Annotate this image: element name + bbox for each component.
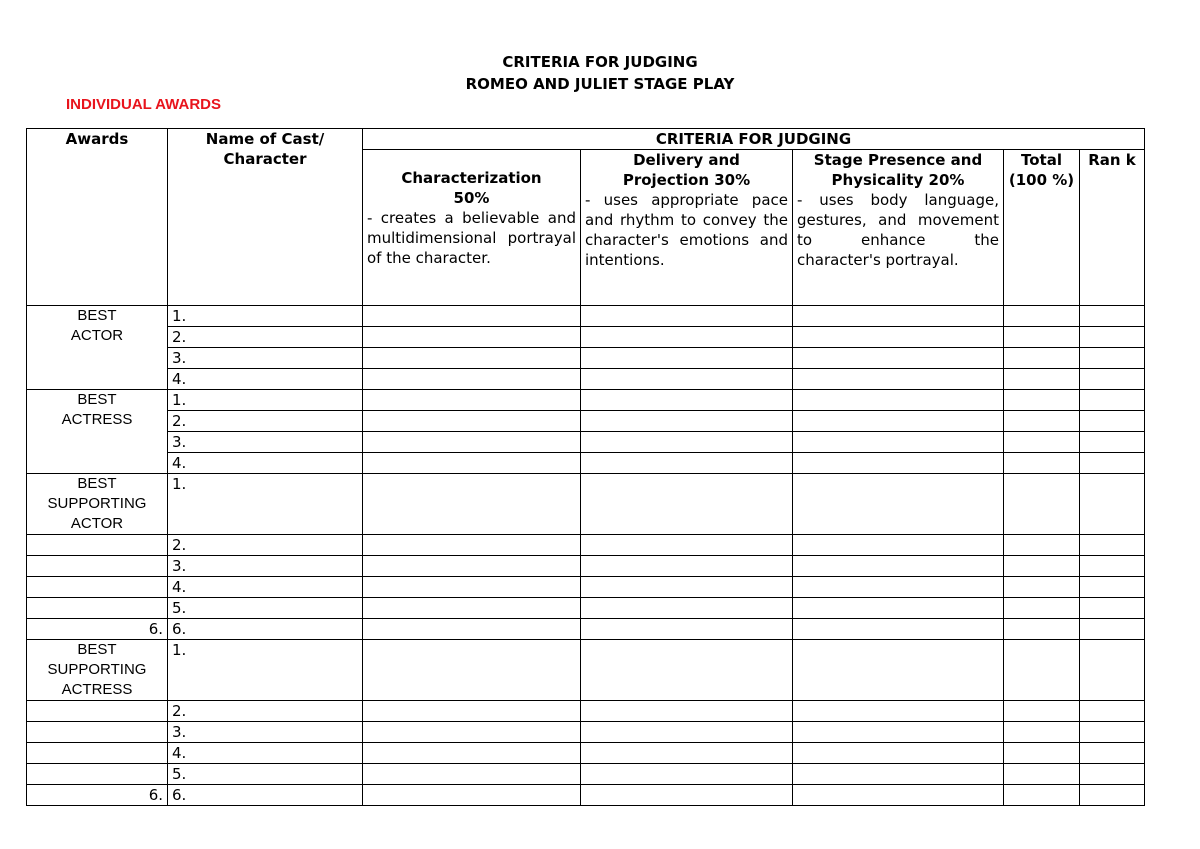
score-cell[interactable] <box>363 453 581 474</box>
score-cell[interactable] <box>581 556 793 577</box>
section-heading: INDIVIDUAL AWARDS <box>66 96 222 113</box>
row-number: 1. <box>168 474 363 535</box>
row-number: 6. <box>27 785 168 806</box>
criterion-characterization: Characterization 50% - creates a believable and multidimensional portrayal of the character. <box>363 150 581 306</box>
score-cell[interactable] <box>581 743 793 764</box>
rank-cell[interactable] <box>1080 764 1145 785</box>
row-number: 2. <box>168 535 363 556</box>
page-subtitle: ROMEO AND JULIET STAGE PLAY <box>465 75 735 93</box>
criterion-stage-presence: Stage Presence and Physicality 20% - uses body language, gestures, and movement to enhance the character's portrayal. <box>793 150 1004 306</box>
score-cell[interactable] <box>581 598 793 619</box>
total-cell[interactable] <box>1004 701 1080 722</box>
total-cell[interactable] <box>1004 619 1080 640</box>
score-cell[interactable] <box>363 556 581 577</box>
score-cell[interactable] <box>363 701 581 722</box>
score-cell[interactable] <box>793 577 1004 598</box>
row-number: 3. <box>168 432 363 453</box>
rank-cell[interactable] <box>1080 619 1145 640</box>
award-best-actress: BEST ACTRESS <box>27 390 168 474</box>
table-row <box>27 411 1145 432</box>
table-row <box>27 722 1145 743</box>
score-cell[interactable] <box>363 327 581 348</box>
total-cell[interactable] <box>1004 577 1080 598</box>
row-number: 4. <box>168 369 363 390</box>
table-row <box>27 619 1145 640</box>
row-number: 6. <box>168 785 363 806</box>
score-cell[interactable] <box>363 306 581 327</box>
award-best-actor: BEST ACTOR <box>27 306 168 390</box>
table-row <box>27 598 1145 619</box>
table-row <box>27 764 1145 785</box>
score-cell[interactable] <box>793 390 1004 411</box>
table-row <box>27 640 1145 701</box>
row-number: 6. <box>27 619 168 640</box>
table-row <box>27 432 1145 453</box>
total-cell[interactable] <box>1004 598 1080 619</box>
rank-cell[interactable] <box>1080 577 1145 598</box>
judging-table <box>26 128 1145 806</box>
award-cell <box>27 764 168 785</box>
score-cell[interactable] <box>793 598 1004 619</box>
table-row <box>27 327 1145 348</box>
rank-cell[interactable] <box>1080 535 1145 556</box>
row-number: 3. <box>168 722 363 743</box>
score-cell[interactable] <box>793 701 1004 722</box>
table-row <box>27 306 1145 327</box>
page-title: CRITERIA FOR JUDGING <box>502 53 698 71</box>
header-rank: Ran k <box>1080 150 1145 306</box>
score-cell[interactable] <box>581 390 793 411</box>
score-cell[interactable] <box>581 432 793 453</box>
table-row <box>27 348 1145 369</box>
score-cell[interactable] <box>363 619 581 640</box>
rank-cell[interactable] <box>1080 327 1145 348</box>
score-cell[interactable] <box>581 535 793 556</box>
score-cell[interactable] <box>581 411 793 432</box>
score-cell[interactable] <box>581 453 793 474</box>
total-cell[interactable] <box>1004 411 1080 432</box>
score-cell[interactable] <box>581 640 793 701</box>
row-number: 1. <box>168 306 363 327</box>
score-cell[interactable] <box>793 619 1004 640</box>
table-row <box>27 577 1145 598</box>
score-cell[interactable] <box>581 701 793 722</box>
row-number: 2. <box>168 701 363 722</box>
table-row <box>27 535 1145 556</box>
row-number: 2. <box>168 411 363 432</box>
award-cell <box>27 743 168 764</box>
criterion-delivery: Delivery and Projection 30% - uses appropriate pace and rhythm to convey the character's emotions and intentions. <box>581 150 793 306</box>
row-number: 6. <box>168 619 363 640</box>
score-cell[interactable] <box>793 327 1004 348</box>
score-cell[interactable] <box>793 453 1004 474</box>
score-cell[interactable] <box>363 390 581 411</box>
score-cell[interactable] <box>363 598 581 619</box>
rank-cell[interactable] <box>1080 743 1145 764</box>
rank-cell[interactable] <box>1080 348 1145 369</box>
total-cell[interactable] <box>1004 556 1080 577</box>
score-cell[interactable] <box>363 785 581 806</box>
rank-cell[interactable] <box>1080 598 1145 619</box>
score-cell[interactable] <box>363 722 581 743</box>
rank-cell[interactable] <box>1080 722 1145 743</box>
award-cell <box>27 701 168 722</box>
total-cell[interactable] <box>1004 306 1080 327</box>
score-cell[interactable] <box>581 785 793 806</box>
row-number: 4. <box>168 743 363 764</box>
row-number: 1. <box>168 390 363 411</box>
total-cell[interactable] <box>1004 535 1080 556</box>
score-cell[interactable] <box>793 743 1004 764</box>
score-cell[interactable] <box>793 369 1004 390</box>
row-number: 5. <box>168 598 363 619</box>
award-cell <box>27 722 168 743</box>
score-cell[interactable] <box>793 764 1004 785</box>
rank-cell[interactable] <box>1080 701 1145 722</box>
total-cell[interactable] <box>1004 348 1080 369</box>
score-cell[interactable] <box>793 474 1004 535</box>
award-cell <box>27 598 168 619</box>
score-cell[interactable] <box>581 348 793 369</box>
score-cell[interactable] <box>581 369 793 390</box>
rank-cell[interactable] <box>1080 640 1145 701</box>
score-cell[interactable] <box>793 785 1004 806</box>
award-cell <box>27 535 168 556</box>
score-cell[interactable] <box>581 327 793 348</box>
score-cell[interactable] <box>581 577 793 598</box>
total-cell[interactable] <box>1004 453 1080 474</box>
score-cell[interactable] <box>363 577 581 598</box>
rank-cell[interactable] <box>1080 432 1145 453</box>
table-row <box>27 453 1145 474</box>
row-number: 5. <box>168 764 363 785</box>
score-cell[interactable] <box>363 640 581 701</box>
row-number: 1. <box>168 640 363 701</box>
table-row <box>27 390 1145 411</box>
score-cell[interactable] <box>581 722 793 743</box>
total-cell[interactable] <box>1004 474 1080 535</box>
total-cell[interactable] <box>1004 640 1080 701</box>
score-cell[interactable] <box>363 411 581 432</box>
rank-cell[interactable] <box>1080 369 1145 390</box>
rank-cell[interactable] <box>1080 411 1145 432</box>
score-cell[interactable] <box>363 743 581 764</box>
row-number: 4. <box>168 577 363 598</box>
rank-cell[interactable] <box>1080 474 1145 535</box>
table-row <box>27 785 1145 806</box>
total-cell[interactable] <box>1004 722 1080 743</box>
score-cell[interactable] <box>363 369 581 390</box>
rank-cell[interactable] <box>1080 785 1145 806</box>
award-best-supporting-actor: BEST SUPPORTING ACTOR <box>27 474 168 535</box>
table-row <box>27 369 1145 390</box>
award-cell <box>27 577 168 598</box>
score-cell[interactable] <box>363 764 581 785</box>
table-row <box>27 701 1145 722</box>
row-number: 2. <box>168 327 363 348</box>
total-cell[interactable] <box>1004 390 1080 411</box>
score-cell[interactable] <box>793 556 1004 577</box>
score-cell[interactable] <box>793 432 1004 453</box>
header-total: Total (100 %) <box>1004 150 1080 306</box>
score-cell[interactable] <box>793 722 1004 743</box>
header-name-of-cast: Name of Cast/ Character <box>168 129 363 306</box>
score-cell[interactable] <box>363 535 581 556</box>
rank-cell[interactable] <box>1080 390 1145 411</box>
row-number: 3. <box>168 556 363 577</box>
score-cell[interactable] <box>581 764 793 785</box>
header-awards: Awards <box>27 129 168 306</box>
total-cell[interactable] <box>1004 764 1080 785</box>
award-best-supporting-actress: BEST SUPPORTING ACTRESS <box>27 640 168 701</box>
score-cell[interactable] <box>581 619 793 640</box>
table-row <box>27 743 1145 764</box>
total-cell[interactable] <box>1004 743 1080 764</box>
score-cell[interactable] <box>363 348 581 369</box>
rank-cell[interactable] <box>1080 453 1145 474</box>
score-cell[interactable] <box>363 474 581 535</box>
score-cell[interactable] <box>793 535 1004 556</box>
score-cell[interactable] <box>363 432 581 453</box>
score-cell[interactable] <box>581 474 793 535</box>
rank-cell[interactable] <box>1080 306 1145 327</box>
row-number: 4. <box>168 453 363 474</box>
total-cell[interactable] <box>1004 785 1080 806</box>
table-row <box>27 556 1145 577</box>
score-cell[interactable] <box>793 640 1004 701</box>
row-number: 3. <box>168 348 363 369</box>
total-cell[interactable] <box>1004 327 1080 348</box>
total-cell[interactable] <box>1004 369 1080 390</box>
header-criteria: CRITERIA FOR JUDGING <box>363 129 1145 150</box>
rank-cell[interactable] <box>1080 556 1145 577</box>
award-cell <box>27 556 168 577</box>
table-row <box>27 474 1145 535</box>
score-cell[interactable] <box>793 348 1004 369</box>
total-cell[interactable] <box>1004 432 1080 453</box>
score-cell[interactable] <box>793 411 1004 432</box>
score-cell[interactable] <box>793 306 1004 327</box>
score-cell[interactable] <box>581 306 793 327</box>
